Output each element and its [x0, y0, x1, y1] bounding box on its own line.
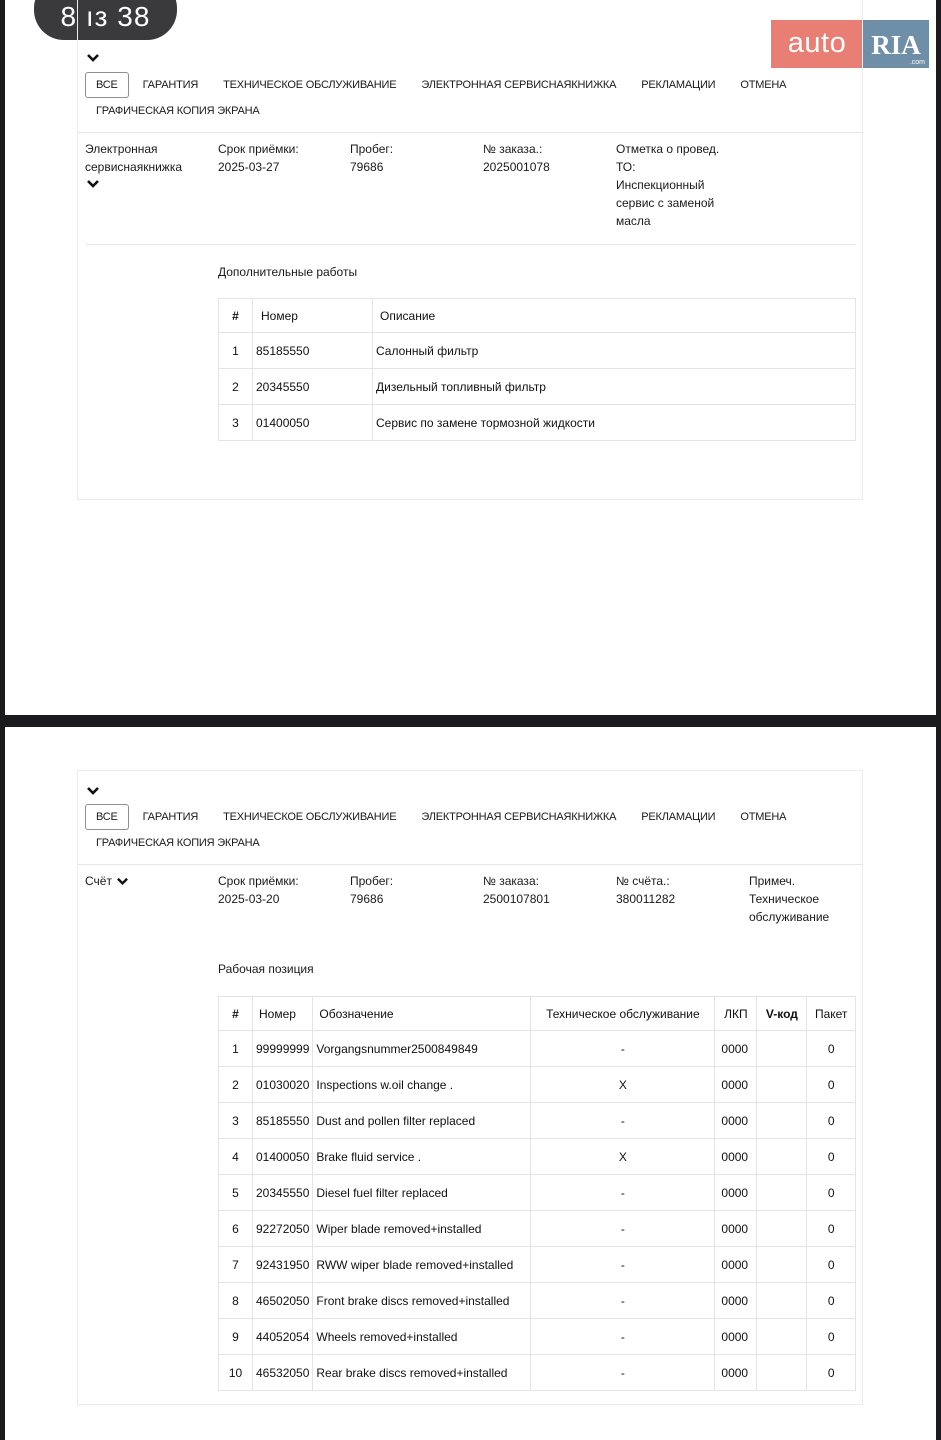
cell-number: 46502050 [253, 1283, 313, 1319]
table-row [219, 369, 856, 405]
tab-screen-copy[interactable]: ГРАФИЧЕСКАЯ КОПИЯ ЭКРАНА [96, 105, 260, 117]
mileage-field [350, 872, 393, 908]
field-label: № заказа: [483, 874, 539, 888]
record-type-line: Электронная [85, 142, 158, 156]
cell-lkp: 0000 [715, 1283, 757, 1319]
cell-index: 8 [219, 1283, 253, 1319]
table-row [219, 333, 856, 369]
cell-designation: Dust and pollen filter replaced [313, 1103, 531, 1139]
cell-package: 0 [807, 1067, 856, 1103]
col-header-maintenance: Техническое обслуживание [531, 997, 715, 1031]
cell-index: 1 [219, 1031, 253, 1067]
cell-number: 01400050 [253, 405, 373, 441]
cell-lkp: 0000 [715, 1211, 757, 1247]
divider [78, 132, 862, 133]
table-header-row [219, 997, 856, 1031]
cell-v-code [757, 1355, 807, 1391]
tab-warranty[interactable]: ГАРАНТИЯ [142, 79, 199, 91]
work-positions-table [218, 996, 856, 1391]
cell-package: 0 [807, 1031, 856, 1067]
acceptance-date-field [218, 140, 299, 176]
cell-description: Салонный фильтр [373, 333, 856, 369]
cell-index: 7 [219, 1247, 253, 1283]
cell-index: 3 [219, 405, 253, 441]
field-label: Пробег: [350, 142, 394, 156]
cell-maintenance: - [531, 1031, 715, 1067]
note-line: Примеч. [749, 874, 796, 888]
table-row [219, 1247, 856, 1283]
record-type-label: Счёт [85, 874, 112, 888]
field-value: 2025001078 [483, 160, 550, 174]
chevron-down-icon[interactable] [86, 52, 100, 64]
record-type-line: сервиснаякнижка [85, 160, 183, 174]
page-separator [0, 715, 941, 727]
cell-maintenance: X [531, 1139, 715, 1175]
cell-v-code [757, 1031, 807, 1067]
tab-e-service-book[interactable]: ЭЛЕКТРОННАЯ СЕРВИСНАЯКНИЖКА [421, 811, 617, 823]
order-number-field [483, 140, 550, 176]
cell-number: 85185550 [253, 333, 373, 369]
cell-designation: Brake fluid service . [313, 1139, 531, 1175]
note-line: Инспекционный [616, 178, 705, 192]
divider [78, 864, 862, 865]
cell-package: 0 [807, 1211, 856, 1247]
invoice-number-field [616, 872, 675, 908]
field-value: 380011282 [616, 892, 676, 906]
logo-ria-label: RIA [871, 30, 921, 60]
field-value: 2500107801 [483, 892, 550, 906]
remark-field [749, 872, 829, 926]
logo-auto-text: auto [771, 20, 863, 68]
tab-e-service-book[interactable]: ЭЛЕКТРОННАЯ СЕРВИСНАЯКНИЖКА [421, 79, 617, 91]
logo-com-label: .com [909, 59, 925, 66]
cell-package: 0 [807, 1175, 856, 1211]
field-value: 2025-03-20 [218, 892, 280, 906]
tab-bar [85, 72, 811, 98]
field-label: № счёта.: [616, 874, 670, 888]
record-type[interactable] [85, 140, 182, 176]
field-label: № заказа.: [483, 142, 543, 156]
cell-number: 01400050 [253, 1139, 313, 1175]
cell-maintenance: - [531, 1283, 715, 1319]
cell-designation: Vorgangsnummer2500849849 [313, 1031, 531, 1067]
cell-number: 85185550 [253, 1103, 313, 1139]
record-panel-2 [77, 770, 863, 1405]
col-header-lkp: ЛКП [715, 997, 757, 1031]
mileage-field [350, 140, 393, 176]
cell-maintenance: - [531, 1247, 715, 1283]
order-number-field [483, 872, 550, 908]
note-line: Отметка о провед. [616, 142, 720, 156]
cell-v-code [757, 1283, 807, 1319]
table-row [219, 1355, 856, 1391]
table-row [219, 1319, 856, 1355]
note-line: сервис с заменой [616, 196, 715, 210]
cell-v-code [757, 1247, 807, 1283]
table-header-row [219, 299, 856, 333]
tab-warranty[interactable]: ГАРАНТИЯ [142, 811, 199, 823]
cell-number: 92431950 [253, 1247, 313, 1283]
cell-v-code [757, 1175, 807, 1211]
cell-maintenance: - [531, 1319, 715, 1355]
field-label: Срок приёмки: [218, 874, 299, 888]
table-row [219, 1031, 856, 1067]
note-line: обслуживание [749, 910, 830, 924]
cell-maintenance: - [531, 1355, 715, 1391]
cell-number: 20345550 [253, 369, 373, 405]
cell-index: 2 [219, 369, 253, 405]
work-positions-body [219, 1031, 856, 1391]
cell-lkp: 0000 [715, 1067, 757, 1103]
tab-maintenance[interactable]: ТЕХНИЧЕСКОЕ ОБСЛУЖИВАНИЕ [223, 79, 397, 91]
cell-index: 9 [219, 1319, 253, 1355]
table-row [219, 1103, 856, 1139]
tab-screen-copy[interactable]: ГРАФИЧЕСКАЯ КОПИЯ ЭКРАНА [96, 837, 260, 849]
field-value: 79686 [350, 160, 384, 174]
tab-maintenance[interactable]: ТЕХНИЧЕСКОЕ ОБСЛУЖИВАНИЕ [223, 811, 397, 823]
note-line: Техническое [749, 892, 820, 906]
cell-designation: Rear brake discs removed+installed [313, 1355, 531, 1391]
chevron-down-icon[interactable] [116, 876, 129, 887]
service-note-field [616, 140, 719, 230]
cell-index: 10 [219, 1355, 253, 1391]
cell-designation: RWW wiper blade removed+installed [313, 1247, 531, 1283]
cell-index: 1 [219, 333, 253, 369]
cell-designation: Wiper blade removed+installed [313, 1211, 531, 1247]
cell-index: 5 [219, 1175, 253, 1211]
cell-index: 3 [219, 1103, 253, 1139]
col-header-index: # [219, 997, 253, 1031]
cell-v-code [757, 1103, 807, 1139]
cell-number: 44052054 [253, 1319, 313, 1355]
table-row [219, 1175, 856, 1211]
cell-number: 20345550 [253, 1175, 313, 1211]
cell-description: Дизельный топливный фильтр [373, 369, 856, 405]
cell-index: 4 [219, 1139, 253, 1175]
col-header-v-code: V-код [757, 997, 807, 1031]
cell-designation: Inspections w.oil change . [313, 1067, 531, 1103]
chevron-down-icon[interactable] [86, 785, 100, 797]
cell-lkp: 0000 [715, 1031, 757, 1067]
cell-package: 0 [807, 1103, 856, 1139]
cell-lkp: 0000 [715, 1247, 757, 1283]
cell-maintenance: X [531, 1067, 715, 1103]
cell-lkp: 0000 [715, 1319, 757, 1355]
logo-ria-text [863, 20, 929, 68]
cell-lkp: 0000 [715, 1139, 757, 1175]
cell-index: 2 [219, 1067, 253, 1103]
tab-all[interactable]: ВСЕ [85, 72, 129, 98]
col-header-number: Номер [253, 299, 373, 333]
cell-index: 6 [219, 1211, 253, 1247]
table-row [219, 1283, 856, 1319]
cell-v-code [757, 1211, 807, 1247]
cell-designation: Front brake discs removed+installed [313, 1283, 531, 1319]
note-line: масла [616, 214, 651, 228]
cell-package: 0 [807, 1247, 856, 1283]
cell-maintenance: - [531, 1211, 715, 1247]
cell-lkp: 0000 [715, 1355, 757, 1391]
cell-designation: Wheels removed+installed [313, 1319, 531, 1355]
field-label: Пробег: [350, 874, 394, 888]
tab-claims[interactable]: РЕКЛАМАЦИИ [641, 79, 716, 91]
cell-number: 99999999 [253, 1031, 313, 1067]
cell-number: 01030020 [253, 1067, 313, 1103]
field-label: Срок приёмки: [218, 142, 299, 156]
field-value: 79686 [350, 892, 384, 906]
table-row [219, 405, 856, 441]
cell-package: 0 [807, 1319, 856, 1355]
section-title: Рабочая позиция [218, 962, 314, 976]
tab-cancel[interactable]: ОТМЕНА [740, 811, 787, 823]
cell-v-code [757, 1139, 807, 1175]
col-header-designation: Обозначение [313, 997, 531, 1031]
cell-lkp: 0000 [715, 1175, 757, 1211]
tab-claims[interactable]: РЕКЛАМАЦИИ [641, 811, 716, 823]
cell-v-code [757, 1067, 807, 1103]
col-header-package: Пакет [807, 997, 856, 1031]
cell-v-code [757, 1319, 807, 1355]
col-header-index: # [219, 299, 253, 333]
cell-package: 0 [807, 1355, 856, 1391]
chevron-down-icon[interactable] [86, 178, 100, 190]
cell-package: 0 [807, 1283, 856, 1319]
cell-maintenance: - [531, 1103, 715, 1139]
table-row [219, 1139, 856, 1175]
tab-cancel[interactable]: ОТМЕНА [740, 79, 787, 91]
cell-description: Сервис по замене тормозной жидкости [373, 405, 856, 441]
cell-package: 0 [807, 1139, 856, 1175]
page-counter-badge: 8 ıз 38 [34, 0, 177, 40]
record-type[interactable] [85, 872, 129, 890]
note-line: ТО: [616, 160, 636, 174]
cell-number: 46532050 [253, 1355, 313, 1391]
cell-designation: Diesel fuel filter replaced [313, 1175, 531, 1211]
tab-all[interactable]: ВСЕ [85, 804, 129, 830]
tab-bar [85, 804, 811, 830]
col-header-description: Описание [373, 299, 856, 333]
divider [86, 244, 856, 245]
table-row [219, 1067, 856, 1103]
section-title: Дополнительные работы [218, 265, 358, 279]
table-row [219, 1211, 856, 1247]
additional-works-table [218, 298, 856, 441]
cell-number: 92272050 [253, 1211, 313, 1247]
field-value: 2025-03-27 [218, 160, 280, 174]
acceptance-date-field [218, 872, 299, 908]
record-panel-1 [77, 0, 863, 500]
cell-maintenance: - [531, 1175, 715, 1211]
col-header-number: Номер [253, 997, 313, 1031]
cell-lkp: 0000 [715, 1103, 757, 1139]
